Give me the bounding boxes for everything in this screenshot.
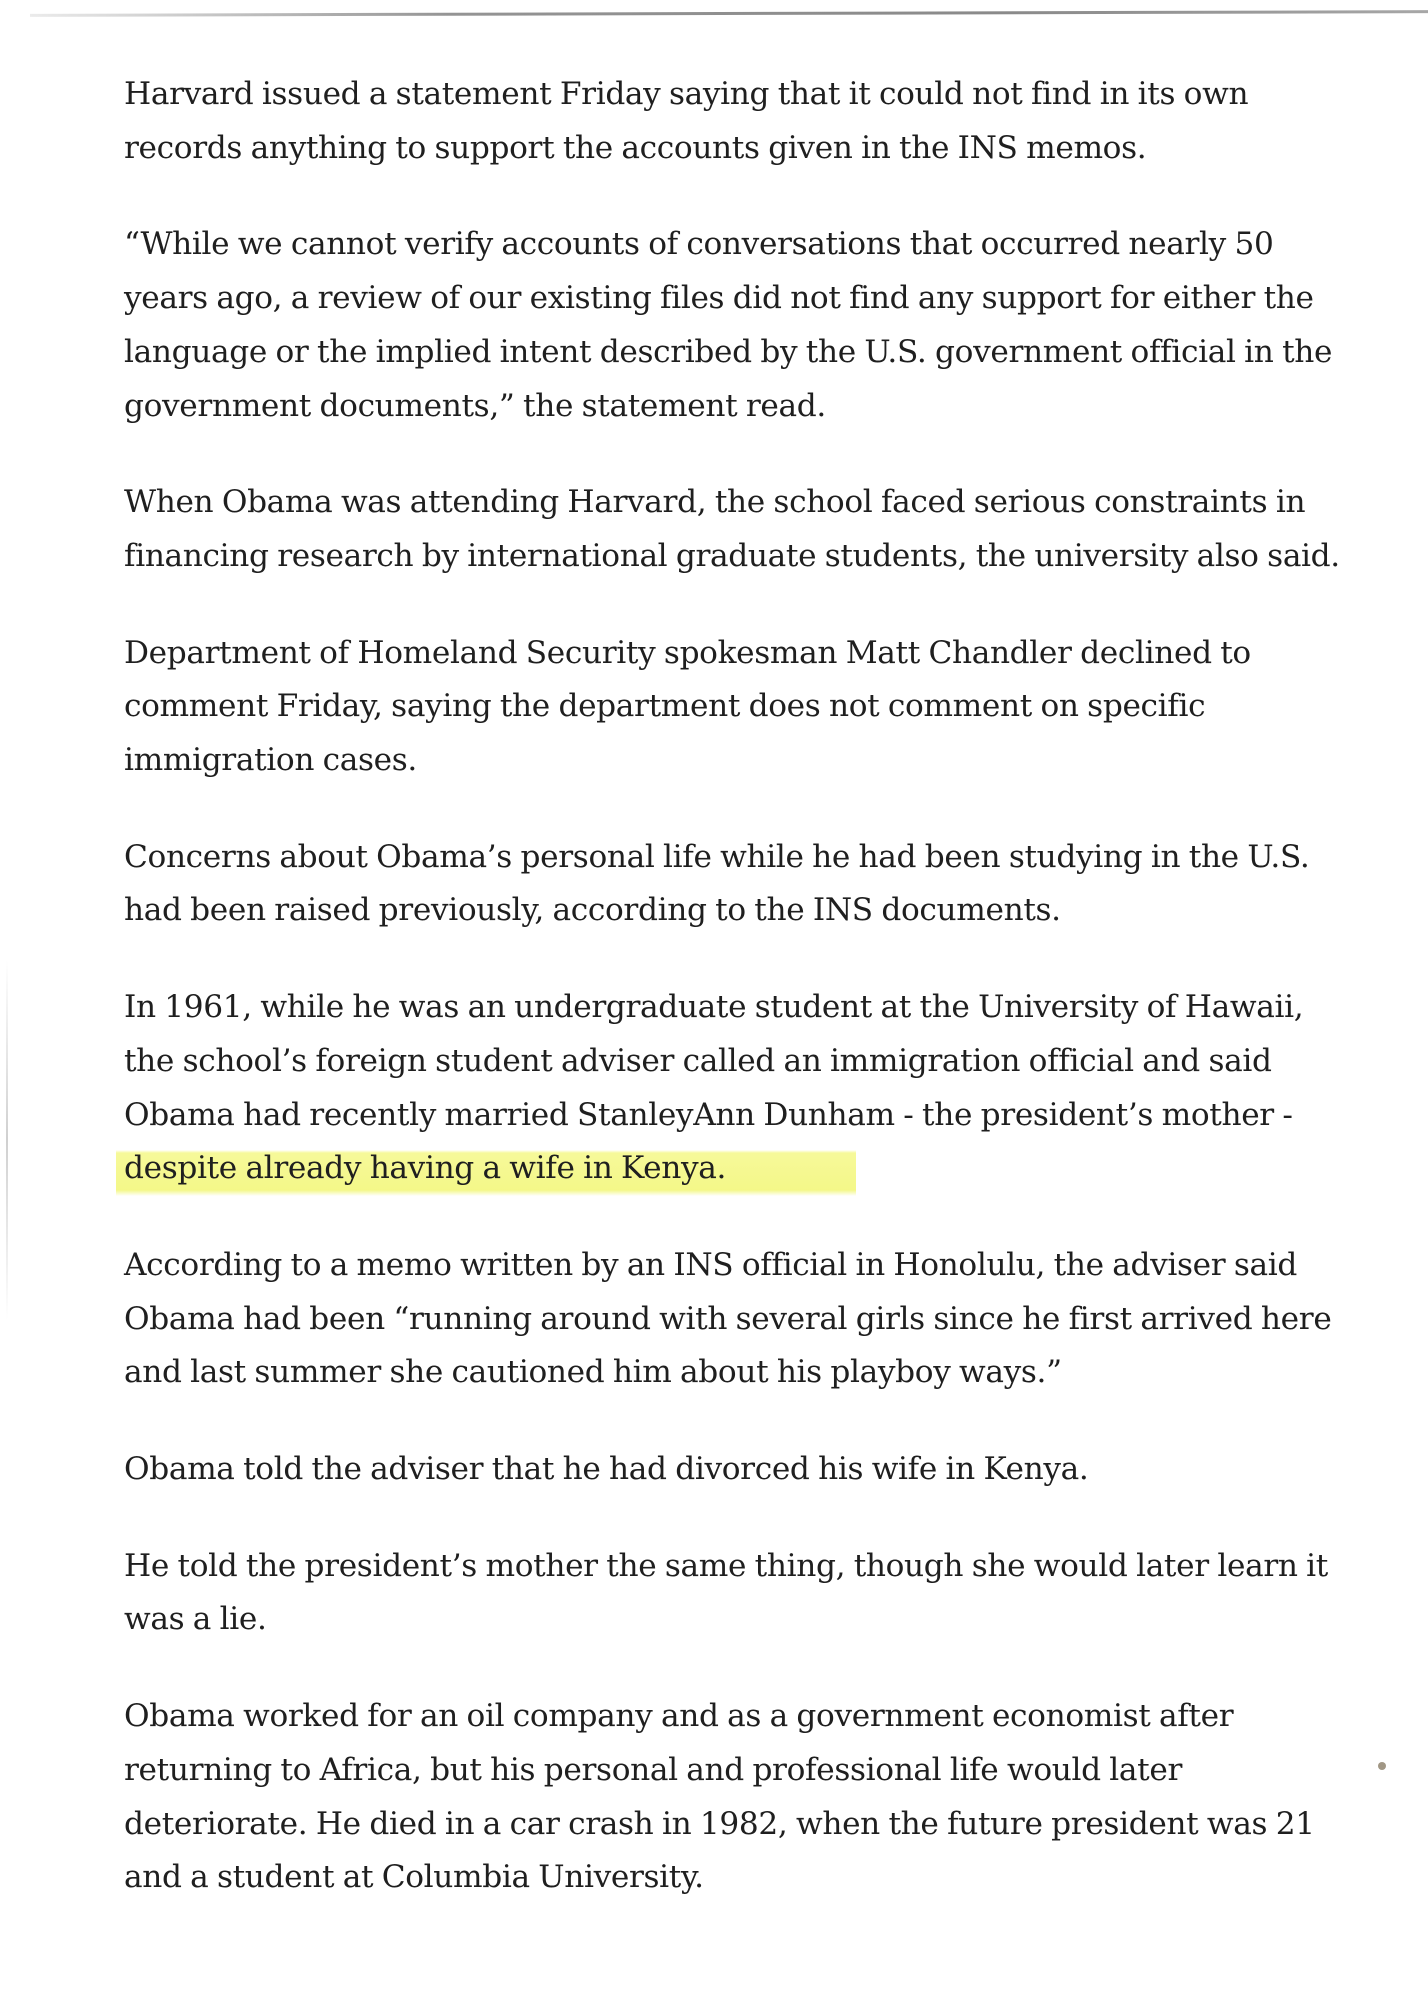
paragraph-later-life: Obama worked for an oil company and as a government economist after returning to Africa, but his personal and professional life would later deteriorate. He died in a car crash in 1982, when the future president was 21 and a student at Columbia University.: [124, 1698, 1315, 1896]
paragraph-divorce-claim: Obama told the adviser that he had divorced his wife in Kenya.: [124, 1451, 1089, 1488]
hawaii-text: In 1961, while he was an undergraduate student at the University of Hawaii, the school’s foreign student adviser called an immigration official and said Obama had recently married StanleyAnn Dunham - the president’s mother -: [124, 989, 1304, 1133]
scan-edge-left: [6, 960, 8, 1320]
highlighted-text: despite already having a wife in Kenya.: [116, 1146, 856, 1196]
document-page: [124, 68, 1344, 1948]
paragraph-harvard-statement: Harvard issued a statement Friday saying that it could not find in its own records anything to support the accounts given in the INS memos.: [124, 76, 1249, 166]
paragraph-statement-quote: “While we cannot verify accounts of conversations that occurred nearly 50 years ago, a review of our existing files did not find any support for either the language or the implied intent described by the U.S. government official in the government documents,” the statement read.: [124, 226, 1333, 424]
paragraph-ins-memo: According to a memo written by an INS official in Honolulu, the adviser said Obama had been “running around with several girls since he first arrived here and last summer she cautioned him about his playboy ways.”: [124, 1246, 1332, 1391]
paragraph-harvard-funding: When Obama was attending Harvard, the school faced serious constraints in financing research by international graduate students, the university also said.: [124, 484, 1340, 574]
paragraph-hawaii-1961: [124, 981, 1344, 1196]
paragraph-mother-told: He told the president’s mother the same thing, though she would later learn it was a lie.: [124, 1547, 1328, 1638]
paragraph-homeland-security: Department of Homeland Security spokesman Matt Chandler declined to comment Friday, saying the department does not comment on specific immigration cases.: [124, 634, 1251, 779]
paragraph-personal-life-concerns: Concerns about Obama’s personal life while he had been studying in the U.S. had been raised previously, according to the INS documents.: [124, 838, 1310, 929]
scan-speck: [1378, 1762, 1386, 1770]
scan-edge-top: [30, 10, 1428, 17]
